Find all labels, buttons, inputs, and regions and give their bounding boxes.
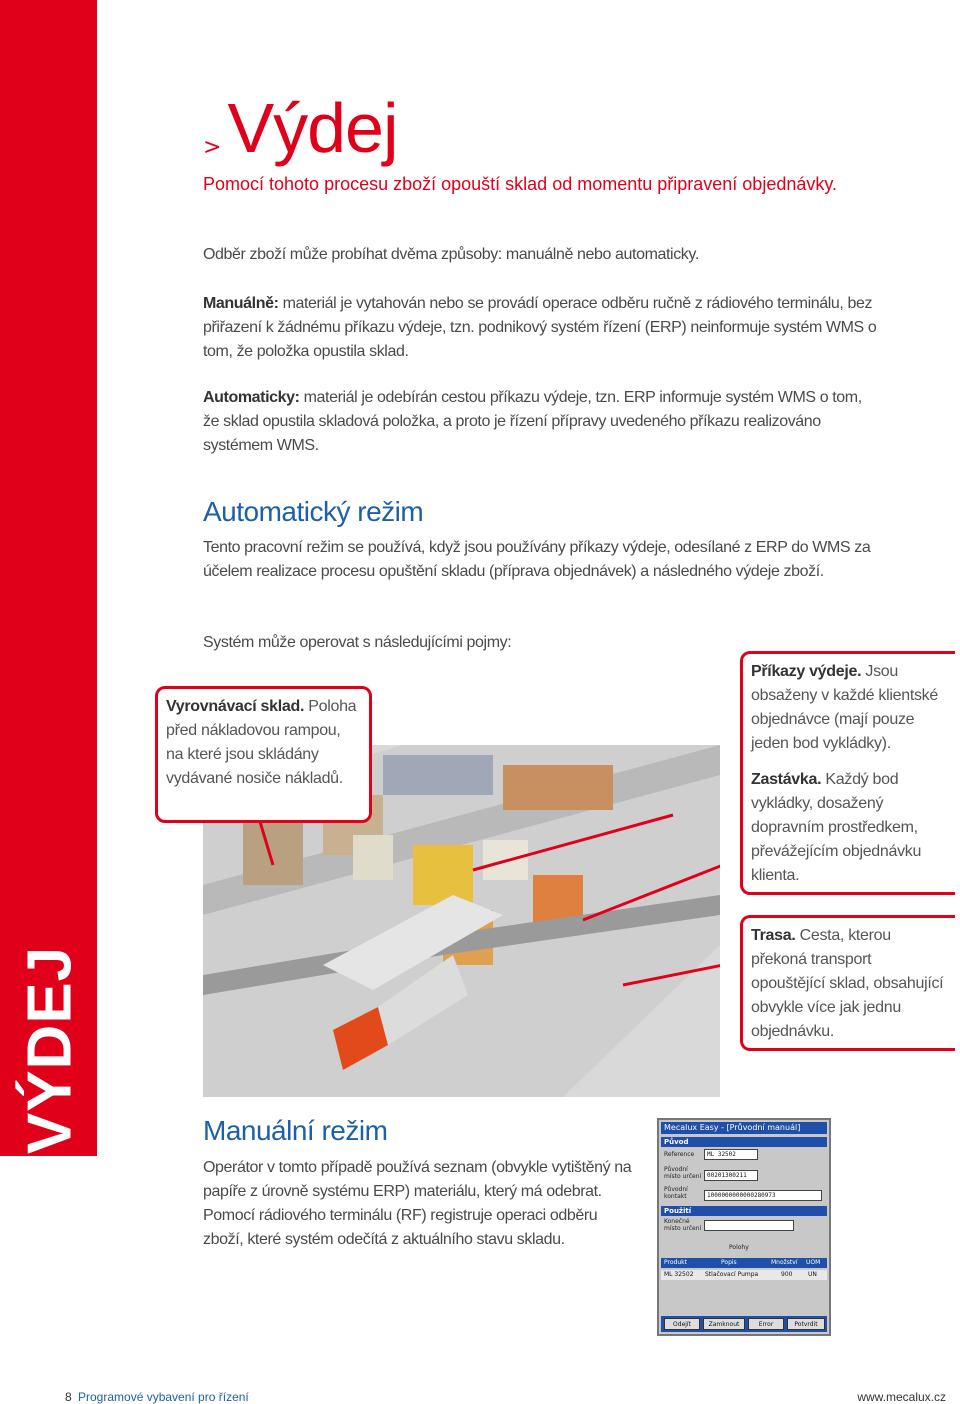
rf-exit-button[interactable]: Odejít (664, 1318, 700, 1330)
callout-buffer-label: Vyrovnávací sklad. (166, 698, 305, 715)
rf-reference-field[interactable]: ML 32502 (704, 1149, 758, 1160)
rf-terminal-screenshot (657, 1118, 831, 1336)
manual-text: materiál je vytahován nebo se provádí operace odběru ručně z rádiového terminálu, bez přiřazení k žádnému příkazu výdeje, tzn. podnikový systém řízení (ERP) neinformuje systém WMS o tom, že položka opustila sklad. (203, 295, 877, 360)
callout-orders-stop (740, 651, 955, 895)
rf-usage-section: Použití (661, 1206, 827, 1216)
rf-origin-section: Původ (661, 1137, 827, 1147)
footer-section-title: Programové vybavení pro řízení (78, 1390, 249, 1404)
callout-buffer-text: Poloha před nákladovou rampou, na které jsou skládány vydávané nosiče nákladů. (166, 698, 357, 787)
rf-col-product: Produkt (664, 1259, 687, 1266)
callout-orders-text: Jsou obsaženy v každé klientské objednávce (mají pouze jeden bod vykládky). (751, 663, 938, 752)
callout-stop (751, 768, 947, 888)
rf-positions-label: Polohy (729, 1244, 749, 1251)
auto-section-text: Tento pracovní režim se používá, když jsou používány příkazy výdeje, odesílané z ERP do WMS za účelem realizace procesu opuštění skladu (příprava objednávek) a následného výdeje zboží. (203, 539, 871, 580)
rf-table-header (661, 1258, 827, 1268)
concepts-intro: Systém může operovat s následujícími pojmy: (203, 634, 512, 651)
callout-buffer-storage (155, 686, 372, 823)
rf-reference-label: Reference (664, 1151, 695, 1158)
side-label: VÝDEJ (15, 945, 85, 1155)
rf-confirm-button[interactable]: Potvrdit (787, 1318, 825, 1330)
page-number: 8 (65, 1390, 72, 1404)
rf-origin-contact-field[interactable]: 1000000000000280973 (704, 1190, 822, 1201)
rf-final-place-label: Konečné místo určení (664, 1218, 702, 1232)
rf-origin-place-label: Původní místo určení (664, 1166, 702, 1180)
callout-orders-label: Příkazy výdeje. (751, 663, 862, 680)
page-title-block (203, 88, 398, 168)
manual-label: Manuálně: (203, 295, 279, 312)
callout-orders (751, 660, 947, 756)
rf-button-bar (661, 1316, 827, 1332)
callout-route-label: Trasa. (751, 927, 796, 944)
auto-section-heading: Automatický režim (203, 496, 424, 527)
rf-cell-uom: UN (808, 1271, 817, 1278)
title-marker: > (203, 135, 222, 160)
footer-website[interactable]: www.mecalux.cz (857, 1390, 946, 1404)
callout-stop-text: Každý bod vykládky, dosažený dopravním prostředkem, převážejícím objednávku klienta. (751, 771, 922, 884)
rf-origin-contact-label: Původní kontakt (664, 1186, 688, 1200)
rf-lock-button[interactable]: Zamknout (703, 1318, 745, 1330)
callout-stop-label: Zastávka. (751, 771, 822, 788)
rf-table-row[interactable] (661, 1270, 827, 1280)
auto-label: Automaticky: (203, 389, 300, 406)
rf-col-uom: UOM (806, 1259, 821, 1266)
callout-route-text: Cesta, kterou překoná transport opouštějící sklad, obsahující obvykle více jak jednu objednávku. (751, 927, 944, 1040)
rf-final-place-field[interactable] (704, 1220, 794, 1231)
callout-route (740, 915, 955, 1051)
rf-cell-description: Stlačovací Pumpa (705, 1271, 759, 1278)
intro-paragraph: Odběr zboží může probíhat dvěma způsoby: manuálně nebo automaticky. (203, 246, 699, 263)
rf-cell-product: ML 32502 (664, 1271, 694, 1278)
manual-section-heading: Manuální režim (203, 1115, 388, 1146)
auto-text: materiál je odebírán cestou příkazu výdeje, tzn. ERP informuje systém WMS o tom, že sklad opustila skladová položka, a proto je řízení přípravy uvedeného příkazu realizováno systémem WMS. (203, 389, 862, 454)
rf-window-title: Mecalux Easy - [Průvodní manuál] (661, 1122, 827, 1134)
rf-col-quantity: Množství (771, 1259, 798, 1266)
manual-section-text: Operátor v tomto případě používá seznam (obvykle vytištěný na papíře z úrovně systému ERP) materiálu, který má odebrat. Pomocí rádiového terminálu (RF) registruje operaci odběru zboží, které systém odečítá z aktuálního stavu skladu. (203, 1159, 632, 1248)
page-title: Výdej (227, 89, 398, 167)
rf-origin-place-field[interactable]: 00201300211 (704, 1170, 758, 1181)
auto-paragraph (203, 386, 863, 458)
page-subtitle: Pomocí tohoto procesu zboží opouští sklad od momentu připravení objednávky. (203, 174, 838, 194)
rf-col-description: Popis (721, 1259, 737, 1266)
manual-paragraph (203, 292, 903, 364)
rf-error-button[interactable]: Error (748, 1318, 784, 1330)
rf-cell-quantity: 900 (781, 1271, 793, 1278)
